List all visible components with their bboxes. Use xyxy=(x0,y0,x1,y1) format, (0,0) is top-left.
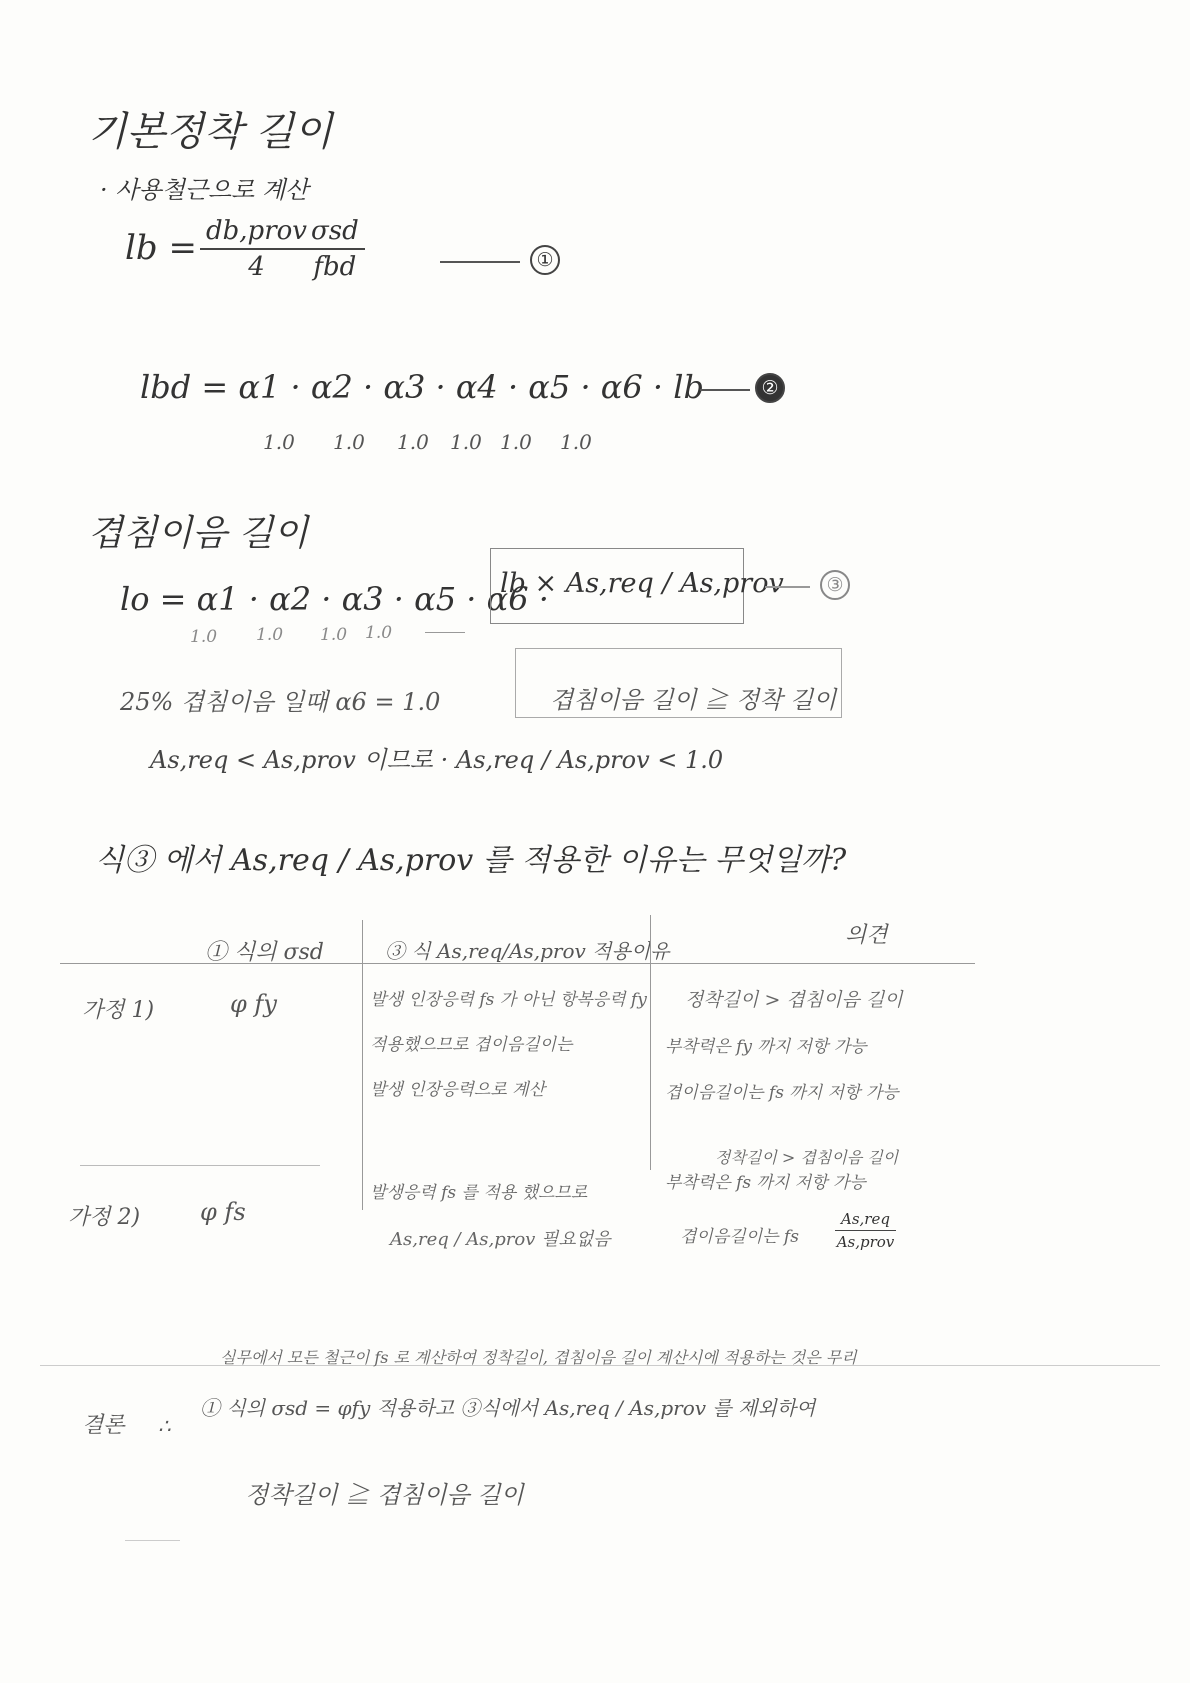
eq2-marker: ② xyxy=(755,373,785,403)
therefore-symbol: ∴ xyxy=(158,1414,171,1438)
row2-opinion-fraction xyxy=(835,1210,896,1251)
conclusion-label: 결론 xyxy=(82,1413,125,1438)
lb-fraction-stress xyxy=(305,216,365,282)
row2-frac-den: As,prov xyxy=(836,1233,895,1251)
row1-sigma: φ fy xyxy=(230,990,277,1018)
eq2-dash xyxy=(700,389,750,391)
lo-underline xyxy=(425,632,465,633)
eq3-marker: ③ xyxy=(820,570,850,600)
eq1-dash xyxy=(440,261,520,263)
lbd-alpha3-value: 1.0 xyxy=(397,430,429,454)
lb-frac1-den: 4 xyxy=(248,252,265,282)
lo-alpha1-value: 1.0 xyxy=(190,627,218,647)
col-header-opinion: 의견 xyxy=(845,923,888,948)
row1-reason-1: 발생 인장응력 fs 가 아닌 항복응력 fy xyxy=(370,990,647,1010)
lbd-alpha2-value: 1.0 xyxy=(333,430,365,454)
lap-vs-anchorage-note: 겹침이음 길이 ≧ 정착 길이 xyxy=(550,686,837,714)
calc-note: · 사용철근으로 계산 xyxy=(100,176,309,204)
row2-opinion-1: 정착길이 > 겹침이음 길이 xyxy=(715,1148,899,1167)
conclusion-line-2: 정착길이 ≧ 겹침이음 길이 xyxy=(245,1481,524,1509)
eq1-marker-wrap xyxy=(530,245,560,275)
row1-opinion-2: 부착력은 fy 까지 저항 가능 xyxy=(665,1037,867,1057)
row-divider xyxy=(80,1165,320,1166)
conclusion-top-note: 실무에서 모든 철근이 fs 로 계산하여 정착길이, 겹침이음 길이 계산시에 적용하는 것은 무리 xyxy=(220,1348,857,1367)
lb-frac2-den: fbd xyxy=(313,252,357,282)
col-header-sigma: ① 식의 σsd xyxy=(205,940,324,965)
row2-opinion-2: 부착력은 fs 까지 저항 가능 xyxy=(665,1173,866,1193)
lbd-alpha6-value: 1.0 xyxy=(560,430,592,454)
ratio-note: As,req < As,prov 이므로 · As,req / As,prov < 1.0 xyxy=(150,746,724,774)
col-header-reason: ③ 식 As,req/As,prov 적용이유 xyxy=(385,939,670,963)
row2-opinion-3: 겹이음길이는 fs xyxy=(680,1227,799,1247)
row1-opinion-1: 정착길이 > 겹침이음 길이 xyxy=(685,989,903,1011)
lbd-alpha1-value: 1.0 xyxy=(263,430,295,454)
section-basic-anchorage-title: 기본정착 길이 xyxy=(88,109,333,155)
section-lap-length-title: 겹침이음 길이 xyxy=(88,513,309,554)
row2-sigma: φ fs xyxy=(200,1198,246,1226)
row1-reason-3: 발생 인장응력으로 계산 xyxy=(370,1080,546,1100)
lo-boxed-text: lb × As,req / As,prov xyxy=(500,568,784,599)
table-col-divider-1 xyxy=(362,920,363,1210)
lo-alpha2-value: 1.0 xyxy=(256,625,284,645)
lb-frac2-num: σsd xyxy=(311,216,359,246)
lo-alpha5-value: 1.0 xyxy=(365,623,393,643)
question-line: 식③ 에서 As,req / As,prov 를 적용한 이유는 무엇일까? xyxy=(95,843,847,878)
lb-fraction-bar-diameter xyxy=(200,216,313,282)
row2-frac-num: As,req xyxy=(841,1210,890,1228)
row1-opinion-3: 겹이음길이는 fs 까지 저항 가능 xyxy=(665,1083,899,1103)
alpha6-note: 25% 겹침이음 일때 α6 = 1.0 xyxy=(120,688,441,716)
lb-lhs: lb = xyxy=(125,228,197,268)
row1-reason-2: 적용했으므로 겹이음길이는 xyxy=(370,1035,573,1055)
eq2-marker-wrap xyxy=(755,373,785,403)
row2-reason-1: 발생응력 fs 를 적용 했으므로 xyxy=(370,1183,588,1203)
eq3-dash xyxy=(765,586,810,588)
eq3-marker-wrap xyxy=(820,570,850,600)
table-col-divider-2 xyxy=(650,915,651,1170)
lbd-alpha4-value: 1.0 xyxy=(450,430,482,454)
row2-label: 가정 2) xyxy=(68,1205,141,1230)
eq1-marker: ① xyxy=(530,245,560,275)
row2-reason-2: As,req / As,prov 필요없음 xyxy=(390,1229,611,1250)
row1-label: 가정 1) xyxy=(82,998,155,1023)
lbd-formula: lbd = α1 · α2 · α3 · α4 · α5 · α6 · lb xyxy=(140,368,704,406)
lbd-alpha5-value: 1.0 xyxy=(500,430,532,454)
bottom-faint-line xyxy=(125,1540,180,1541)
lb-frac1-num: db,prov xyxy=(206,216,307,246)
lo-formula: lo = α1 · α2 · α3 · α5 · α6 · xyxy=(120,580,549,618)
table-header-line xyxy=(60,963,975,964)
lo-alpha3-value: 1.0 xyxy=(320,625,348,645)
conclusion-line-1: ① 식의 σsd = φfy 적용하고 ③식에서 As,req / As,prov 를 제외하여 xyxy=(200,1396,816,1420)
